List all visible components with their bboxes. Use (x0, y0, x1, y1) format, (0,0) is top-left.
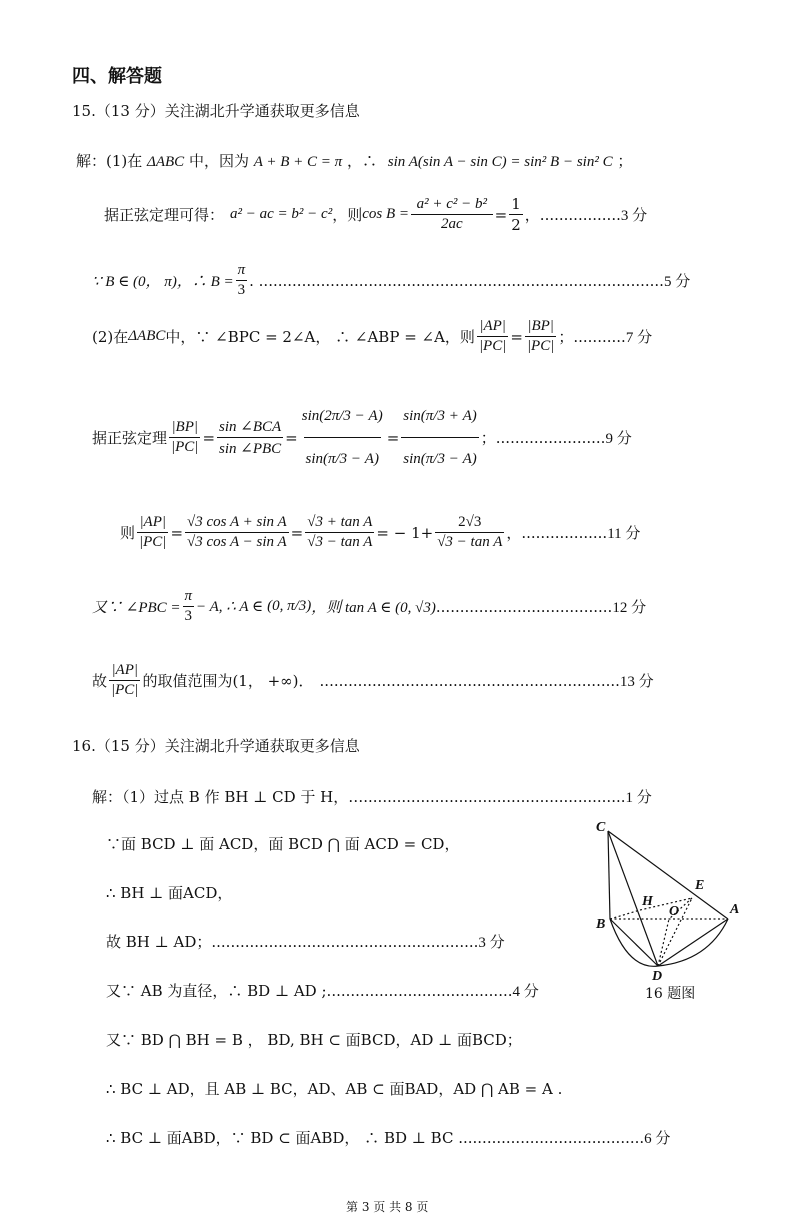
q15-line3 (92, 262, 690, 299)
figure-label-a: A (730, 902, 740, 917)
figure-label-d: D (652, 969, 663, 980)
q15-l7-fraction (183, 588, 195, 625)
q15-l6-frac2 (185, 514, 289, 551)
q15-l7-den: 3 (184, 608, 193, 624)
q15-l1-triangle: ΔABC (147, 154, 185, 170)
q15-l2-den: 2ac (411, 214, 493, 233)
q15-l6-frac1 (137, 514, 168, 551)
q15-l4-mid: 中，∵ ∠BPC = 2∠A， ∴ ∠ABP = ∠A，则 (165, 328, 475, 346)
figure-edge-da (658, 919, 728, 966)
q15-l2-cos-fraction (411, 196, 493, 233)
q15-l2-equation: a² − ac = b² − c² (230, 206, 333, 222)
q15-l5-f2-num: sin ∠BCA (219, 419, 282, 435)
q15-line6: 则 $\frac{|AP|}{|PC|}$ = $\frac{\text{√3 cos A + sin A}}{\text{√3 cos A − sin A}}$ = $\frac{\text{√3 + tan A}}{\text{√3 − tan A}}$ = − 1+ $\frac{2√3}{\text{√3 − tan A}}$ ，.................. 11 分 (120, 514, 641, 550)
q15-l7-then: ，则 tan A ∈ (0, √3) (311, 600, 436, 616)
q15-l6-prefix: 则 (120, 524, 136, 542)
q15-l5-score: 9 分 (605, 431, 632, 447)
q15-l3-fraction (236, 262, 248, 299)
figure-label-e: E (695, 878, 705, 893)
q15-l5-frac3 (300, 396, 385, 479)
q15-l8-num: |AP| (111, 662, 139, 678)
q15-l7-score: 12 分 (612, 600, 647, 616)
q15-line7 (92, 588, 646, 625)
q15-l8-den: |PC| (111, 682, 139, 698)
q15-l6-f3-num: √3 + tan A (307, 514, 373, 530)
q16-l1-text: 解：（1）过点 B 作 BH ⊥ CD 于 H，… (92, 788, 364, 806)
q15-l2-half (509, 195, 523, 234)
q15-l7-dots: ..................................... (435, 597, 613, 616)
q15-l5-frac2 (217, 417, 283, 458)
q15-l2-dots: ，................. (524, 206, 621, 224)
q16-l8-dots: ....................................... (453, 1129, 645, 1147)
q15-l5-prefix: 据正弦定理 (92, 429, 168, 447)
section-title: 四、解答题 (72, 66, 162, 87)
q15-l6-dots: ，.................. (506, 524, 608, 542)
figure-dashed-do (658, 919, 669, 966)
q16-l4-score: 3 分 (478, 935, 505, 951)
q15-line8 (92, 662, 654, 699)
q15-l6-frac3 (305, 514, 374, 551)
q16-line1 (92, 786, 652, 807)
q15-l4-prefix: (2)在 (92, 328, 129, 346)
q15-l1-prefix: 解：(1)在 (76, 152, 143, 170)
q15-l3-score: 5 分 (663, 274, 691, 290)
q15-l2-half-num: 1 (511, 195, 521, 213)
q15-l3-num: π (237, 262, 246, 278)
q15-l1-sine-eq: sin A(sin A − sin C) = sin² B − sin² C (387, 154, 613, 170)
q15-l7-interval: (0, π/3) (267, 598, 312, 614)
q16-line4 (106, 931, 505, 952)
q15-l2-cos: cos B = (362, 206, 409, 222)
q15-l8-score: 13 分 (619, 674, 654, 690)
q15-l4-frac2 (525, 318, 556, 355)
q15-l6-f1-den: |PC| (139, 534, 167, 550)
q15-l6-score: 11 分 (607, 526, 641, 542)
q15-l4-f1-den: |PC| (478, 338, 507, 354)
q15-l3-dots: . ..................................................................................... (249, 271, 664, 290)
q15-l1-end: ； (617, 152, 633, 170)
figure-edge-ca (608, 831, 728, 919)
q16-l5-dots: ....................................... (326, 982, 513, 1000)
q16-figure (588, 815, 748, 980)
q16-l8-text: ∴ BC ⊥ 面ABD，∵ BD ⊂ 面ABD， ∴ BD ⊥ BC (106, 1129, 454, 1147)
q15-line2 (104, 195, 647, 234)
q16-l5-score: 4 分 (512, 984, 539, 1000)
q15-l4-eq: = (510, 327, 523, 346)
q15-l5-f4-num: sin(π/3 + A) (403, 408, 477, 424)
q15-l6-f4-den: √3 − tan A (437, 534, 503, 550)
q15-l8-dots: ............................................................... (319, 671, 620, 690)
q16-l4-text: 故 BH ⊥ AD； (106, 933, 212, 951)
q15-l5-f3-num: sin(2π/3 − A) (301, 408, 383, 424)
q15-l5-f2-den: sin ∠PBC (217, 437, 283, 458)
q15-l2-half-den: 2 (511, 216, 521, 234)
q15-l5-frac4 (401, 396, 478, 479)
q15-l2-score: 3 分 (620, 208, 648, 224)
q15-l6-f3-den: √3 − tan A (307, 534, 373, 550)
q15-l5-f3-den: sin(π/3 − A) (304, 437, 381, 479)
q15-l4-score: 7 分 (625, 330, 653, 346)
q15-l6-f1-num: |AP| (139, 514, 167, 530)
q15-l6-f2-num: √3 cos A + sin A (187, 514, 287, 530)
figure-label-b: B (596, 917, 606, 932)
q15-l5-f1-num: |BP| (171, 419, 199, 435)
q15-l2-num: a² + c² − b² (416, 196, 488, 212)
q15-l6-f2-den: √3 cos A − sin A (187, 534, 287, 550)
q15-l2-then: ，则 (332, 206, 363, 224)
figure-label-c: C (596, 820, 606, 835)
q15-l4-f1-num: |AP| (479, 318, 506, 334)
q16-figure-caption: 16 题图 (645, 986, 696, 1002)
q16-line5 (106, 980, 539, 1001)
q15-line4 (92, 318, 652, 355)
q15-l4-f2-num: |BP| (527, 318, 554, 334)
q15-l8-prefix: 故 (92, 672, 108, 690)
q15-l5-frac1 (169, 419, 200, 456)
figure-label-h: H (642, 894, 653, 909)
q16-header: 16.（15 分）关注湖北升学通获取更多信息 (72, 737, 360, 755)
q16-l8-score: 6 分 (644, 1131, 671, 1147)
q15-l5-f4-den: sin(π/3 − A) (401, 437, 478, 479)
q15-line1 (76, 150, 632, 171)
q15-l4-f2-den: |PC| (526, 338, 555, 354)
q15-l7-prefix: 又∵ ∠PBC = (92, 600, 181, 616)
q16-l1-score: 1 分 (625, 790, 652, 806)
q15-l5-dots: ；....................... (480, 429, 606, 447)
q15-l8-text: 的取值范围为(1， +∞)． (142, 672, 314, 690)
q15-l5-f1-den: |PC| (171, 439, 199, 455)
figure-dashed-bh (610, 910, 640, 919)
q15-l7-mid: − A, ∴ A ∈ (196, 599, 264, 615)
q15-l4-frac1 (477, 318, 508, 355)
q15-l1-mid: 中，因为 (188, 152, 249, 170)
q16-line6: 又∵ BD ⋂ BH = B ， BD, BH ⊂ 面BCD，AD ⊥ 面BCD； (106, 1031, 522, 1049)
q15-l2-eq: = (494, 205, 508, 224)
q15-l8-fraction (109, 662, 140, 699)
q16-line2: ∵面 BCD ⊥ 面 ACD，面 BCD ⋂ 面 ACD = CD， (106, 835, 460, 853)
q15-l6-frac4 (435, 514, 504, 551)
q16-line3: ∴ BH ⊥ 面ACD， (106, 884, 233, 902)
q15-l3-den: 3 (237, 282, 246, 298)
q15-l2-prefix: 据正弦定理可得： (104, 206, 225, 224)
figure-label-o: O (669, 904, 680, 919)
q15-l7-num: π (184, 588, 193, 604)
q16-l4-dots: ........................................................ (211, 933, 479, 951)
q15-l1-angle-sum: A + B + C = π (253, 154, 343, 170)
q15-header: 15.（13 分）关注湖北升学通获取更多信息 (72, 102, 360, 120)
q16-l5-text: 又∵ AB 为直径，∴ BD ⊥ AD ; (106, 982, 327, 1000)
q16-line8 (106, 1127, 670, 1148)
q15-l1-therefore: ，∴ (346, 152, 377, 170)
page-footer: 第 3 页 共 8 页 (346, 1200, 429, 1214)
q15-l6-f4-num: 2√3 (458, 514, 482, 530)
q15-l4-triangle: ΔABC (128, 328, 166, 344)
q15-l4-dots: ；........... (558, 328, 626, 346)
q15-line5: 据正弦定理 $\frac{|BP|}{|PC|}$ = $\frac{\text{sin ∠BCA}}{\text{sin ∠PBC}}$ = $\frac{\sin(2\pi/3 - A)}{\sin(\pi/3 - A)}$ = $\frac{\sin(\pi/3 + A)}{\sin(\pi/3 - A)}$ ；....................... 9 分 (92, 396, 632, 479)
q15-l6-mid: = − 1+ (376, 523, 434, 542)
q16-l1-dots: ....................................................... (363, 788, 626, 806)
q16-line7: ∴ BC ⊥ AD，且 AB ⊥ BC，AD、AB ⊂ 面BAD，AD ⋂ AB = A . (106, 1080, 563, 1098)
figure-edge-cb (608, 831, 610, 919)
q15-l3-cond: ∵ B ∈ (0， π)，∴ B = (92, 274, 234, 290)
